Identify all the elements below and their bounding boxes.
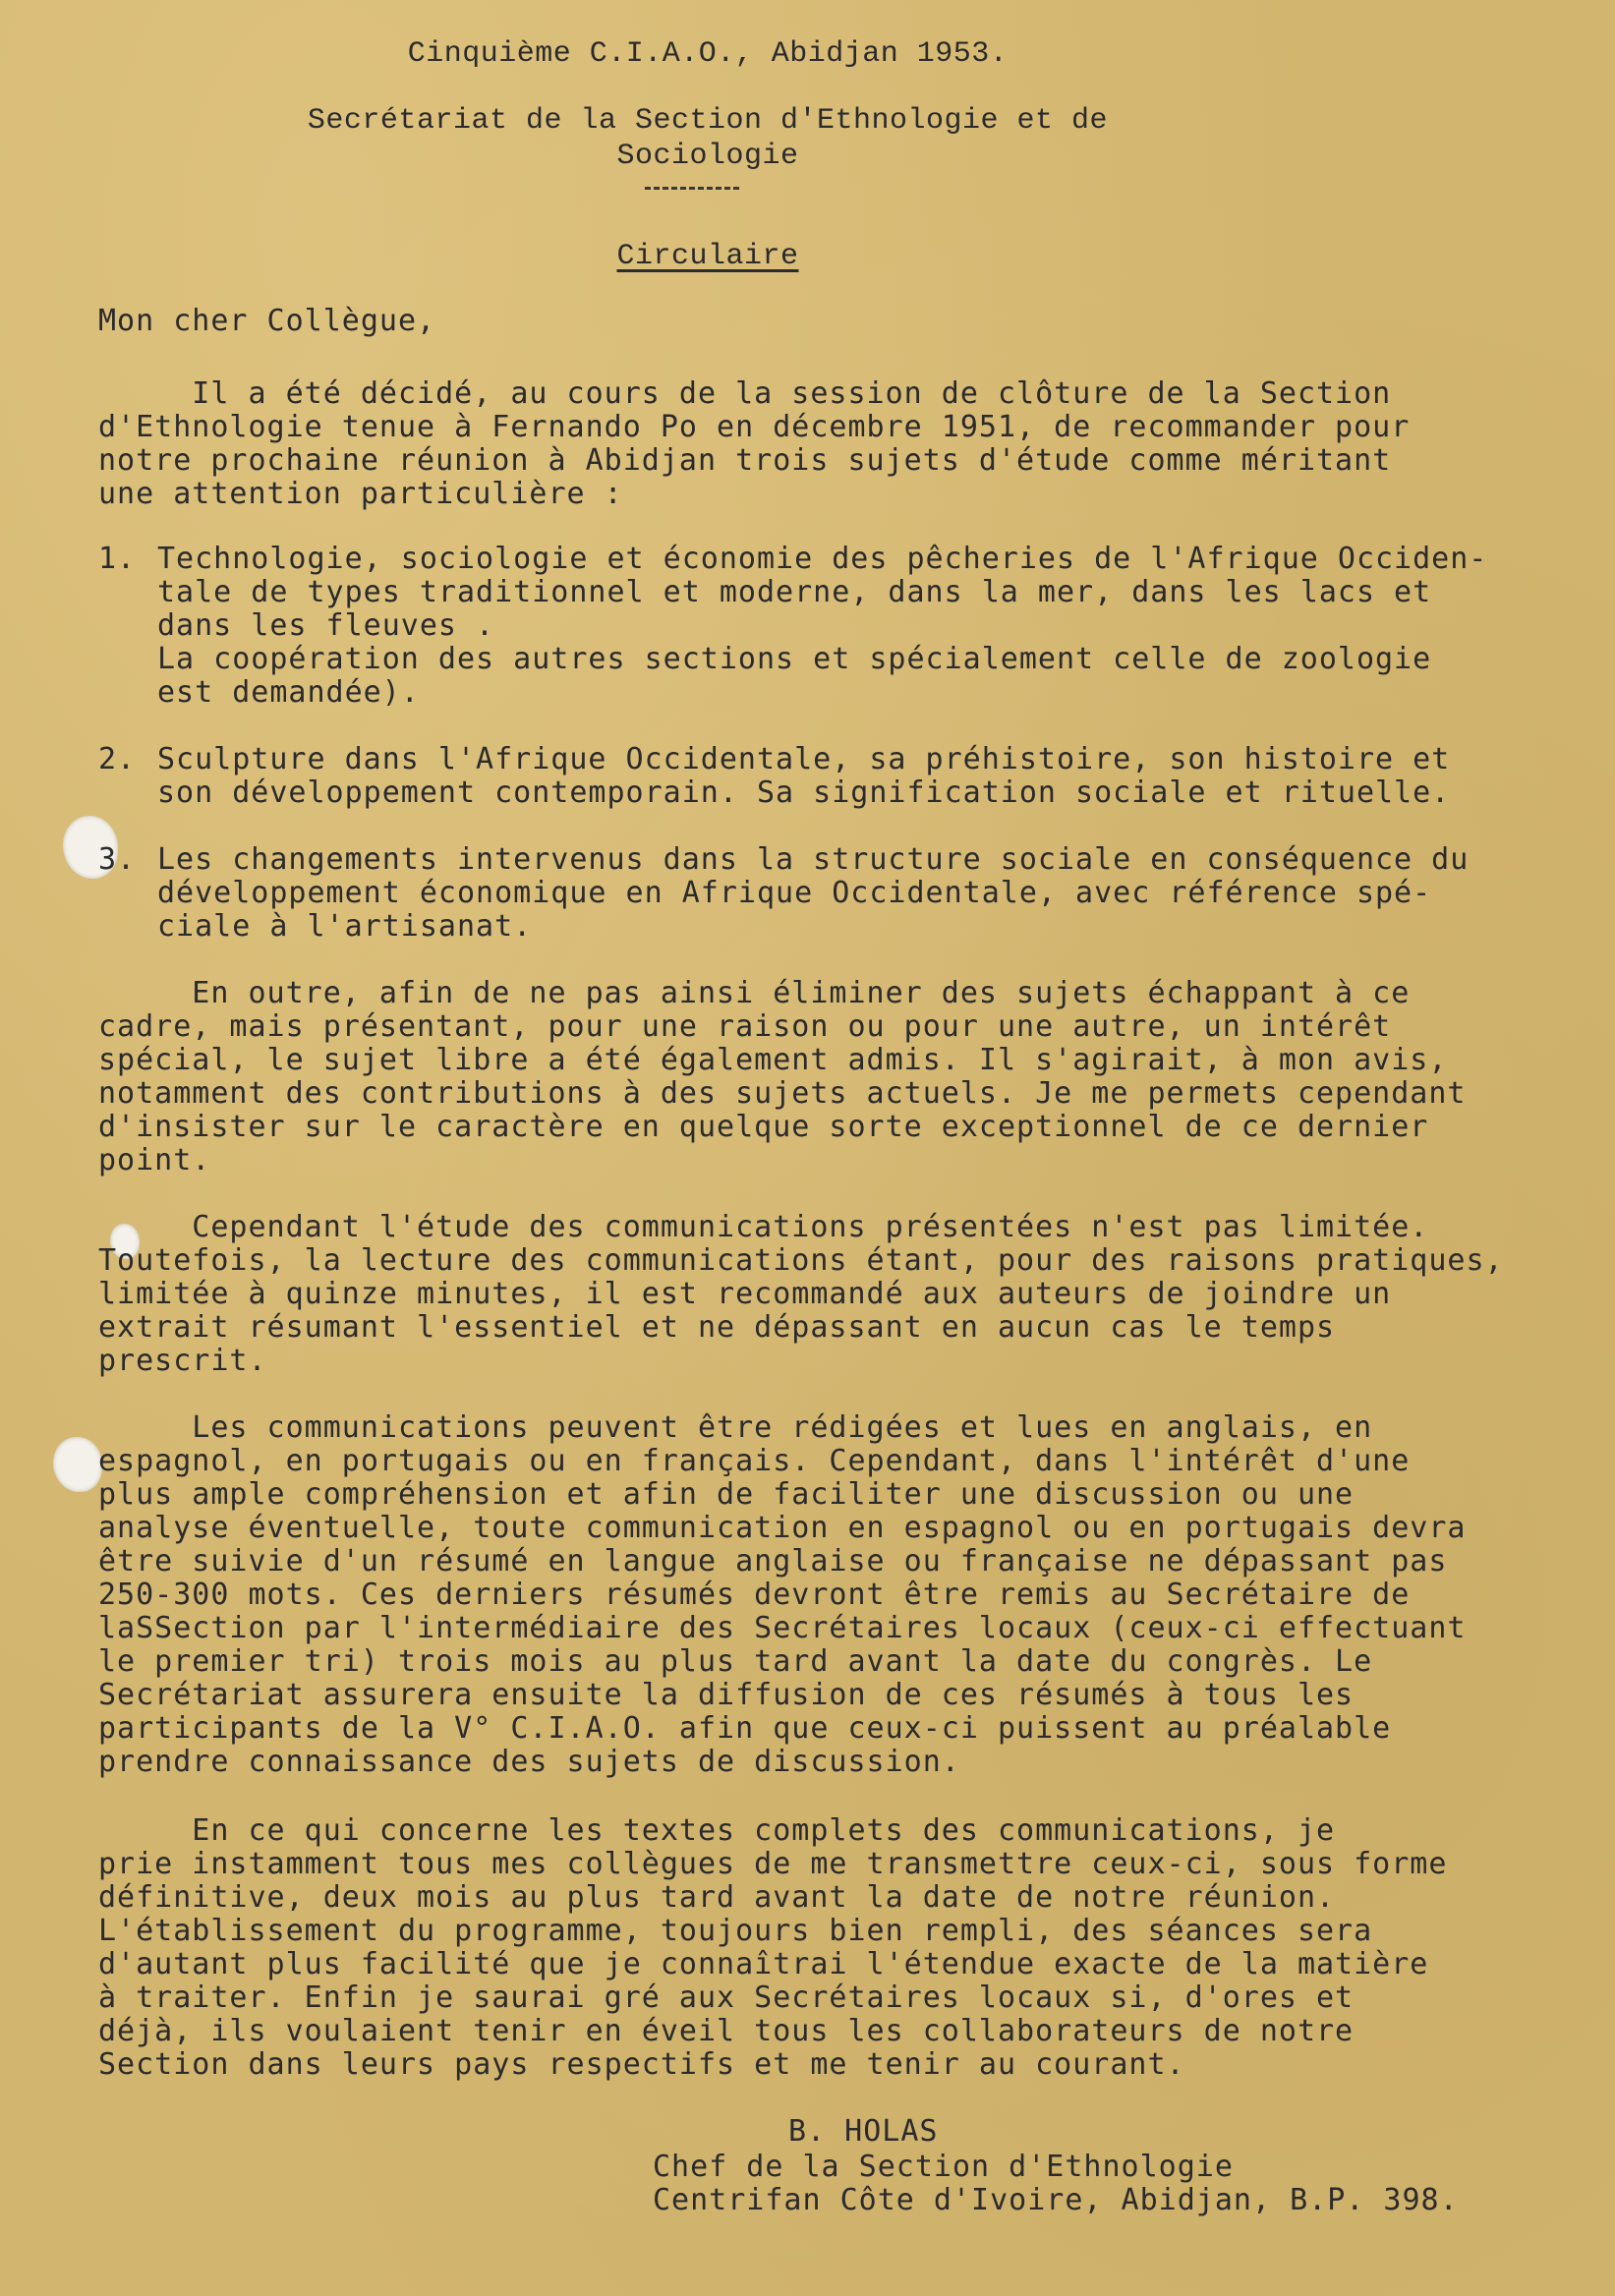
document-title: Circulaire [616, 240, 799, 273]
item-text-3: Les changements intervenus dans la structure sociale en conséquence du développement économique en Afrique Occidentale, avec référence spé- ciale à l'artisanat. [157, 842, 1470, 944]
paper-hole-bottom [53, 1437, 102, 1492]
signature-address: Centrifan Côte d'Ivoire, Abidjan, B.P. 398. [653, 2183, 1459, 2217]
item-number-2: 2. [98, 742, 137, 776]
intro-paragraph: Il a été décidé, au cours de la session de clôture de la Section d'Ethnologie tenue à Fernando Po en décembre 1951, de recommander pour notre prochaine réunion à Abidjan trois sujets d'étude comme méritant une attention particulière : [98, 376, 1411, 511]
signature-name: B. HOLAS [788, 2114, 939, 2149]
header-divider [645, 187, 739, 190]
conference-header: Cinquième C.I.A.O., Abidjan 1953. [407, 37, 1009, 71]
item-number-1: 1. [98, 542, 137, 576]
item-text-2: Sculpture dans l'Afrique Occidentale, sa préhistoire, son histoire et son développement contemporain. Sa signification sociale et rituelle. [157, 742, 1451, 810]
paragraph-full-texts: En ce qui concerne les textes complets des communications, je prie instamment tous mes collègues de me transmettre ceux-ci, sous forme définitive, deux mois au plus tard avant la date de notre réunion. L'établissement du programme, toujours bien rempli, des séances sera d'autant plus facilité que je connaîtrai l'étendue exacte de la matière à traiter. Enfin je saurai gré aux Secrétaires locaux si, d'ores et déjà, ils voulaient tenir en éveil tous les collaborateurs de notre Section dans leurs pays respectifs et me tenir au courant. [98, 1813, 1448, 2082]
item-text-1: Technologie, sociologie et économie des pêcheries de l'Afrique Occiden- tale de types traditionnel et moderne, dans la mer, dans les lacs et dans les fleuves . La coopération des autres sections et spécialement celle de zoologie est demandée). [157, 542, 1488, 710]
paragraph-languages: Les communications peuvent être rédigées et lues en anglais, en espagnol, en portugais ou en français. Cependant, dans l'intérêt d'une plus ample compréhension et afin de faciliter une discussion ou une analyse éventuelle, toute communication en espagnol ou en portugais devra être suivie d'un résumé en langue anglaise ou française ne dépassant pas 250-300 mots. Ces derniers résumés devront être remis au Secrétaire de laSSection par l'intermédiaire des Secrétaires locaux (ceux-ci effectuant le premier tri) trois mois au plus tard avant la date du congrès. Le Secrétariat assurera ensuite la diffusion de ces résumés à tous les participants de la V° C.I.A.O. afin que ceux-ci puissent au préalable prendre connaissance des sujets de discussion. [98, 1410, 1467, 1779]
paragraph-time-limit: Cependant l'étude des communications présentées n'est pas limitée. Toutefois, la lecture des communications étant, pour des raisons pratiques, limitée à quinze minutes, il est recommandé aux auteurs de joindre un extrait résumant l'essentiel et ne dépassant en aucun cas le temps prescrit. [98, 1210, 1504, 1378]
secretariat-line: Secrétariat de la Section d'Ethnologie et de [307, 104, 1109, 138]
paragraph-free-topic: En outre, afin de ne pas ainsi éliminer des sujets échappant à ce cadre, mais présentant, pour une raison ou pour une autre, un intérêt spécial, le sujet libre a été également admis. Il s'agirait, à mon avis, notamment des contributions à des sujets actuels. Je me permets cependant d'insister sur le caractère en quelque sorte exceptionnel de ce dernier point. [98, 976, 1467, 1177]
item-number-3: 3. [98, 842, 137, 877]
salutation: Mon cher Collègue, [98, 304, 436, 338]
signature-role: Chef de la Section d'Ethnologie [653, 2150, 1234, 2184]
secretariat-line-2: Sociologie [616, 140, 799, 173]
